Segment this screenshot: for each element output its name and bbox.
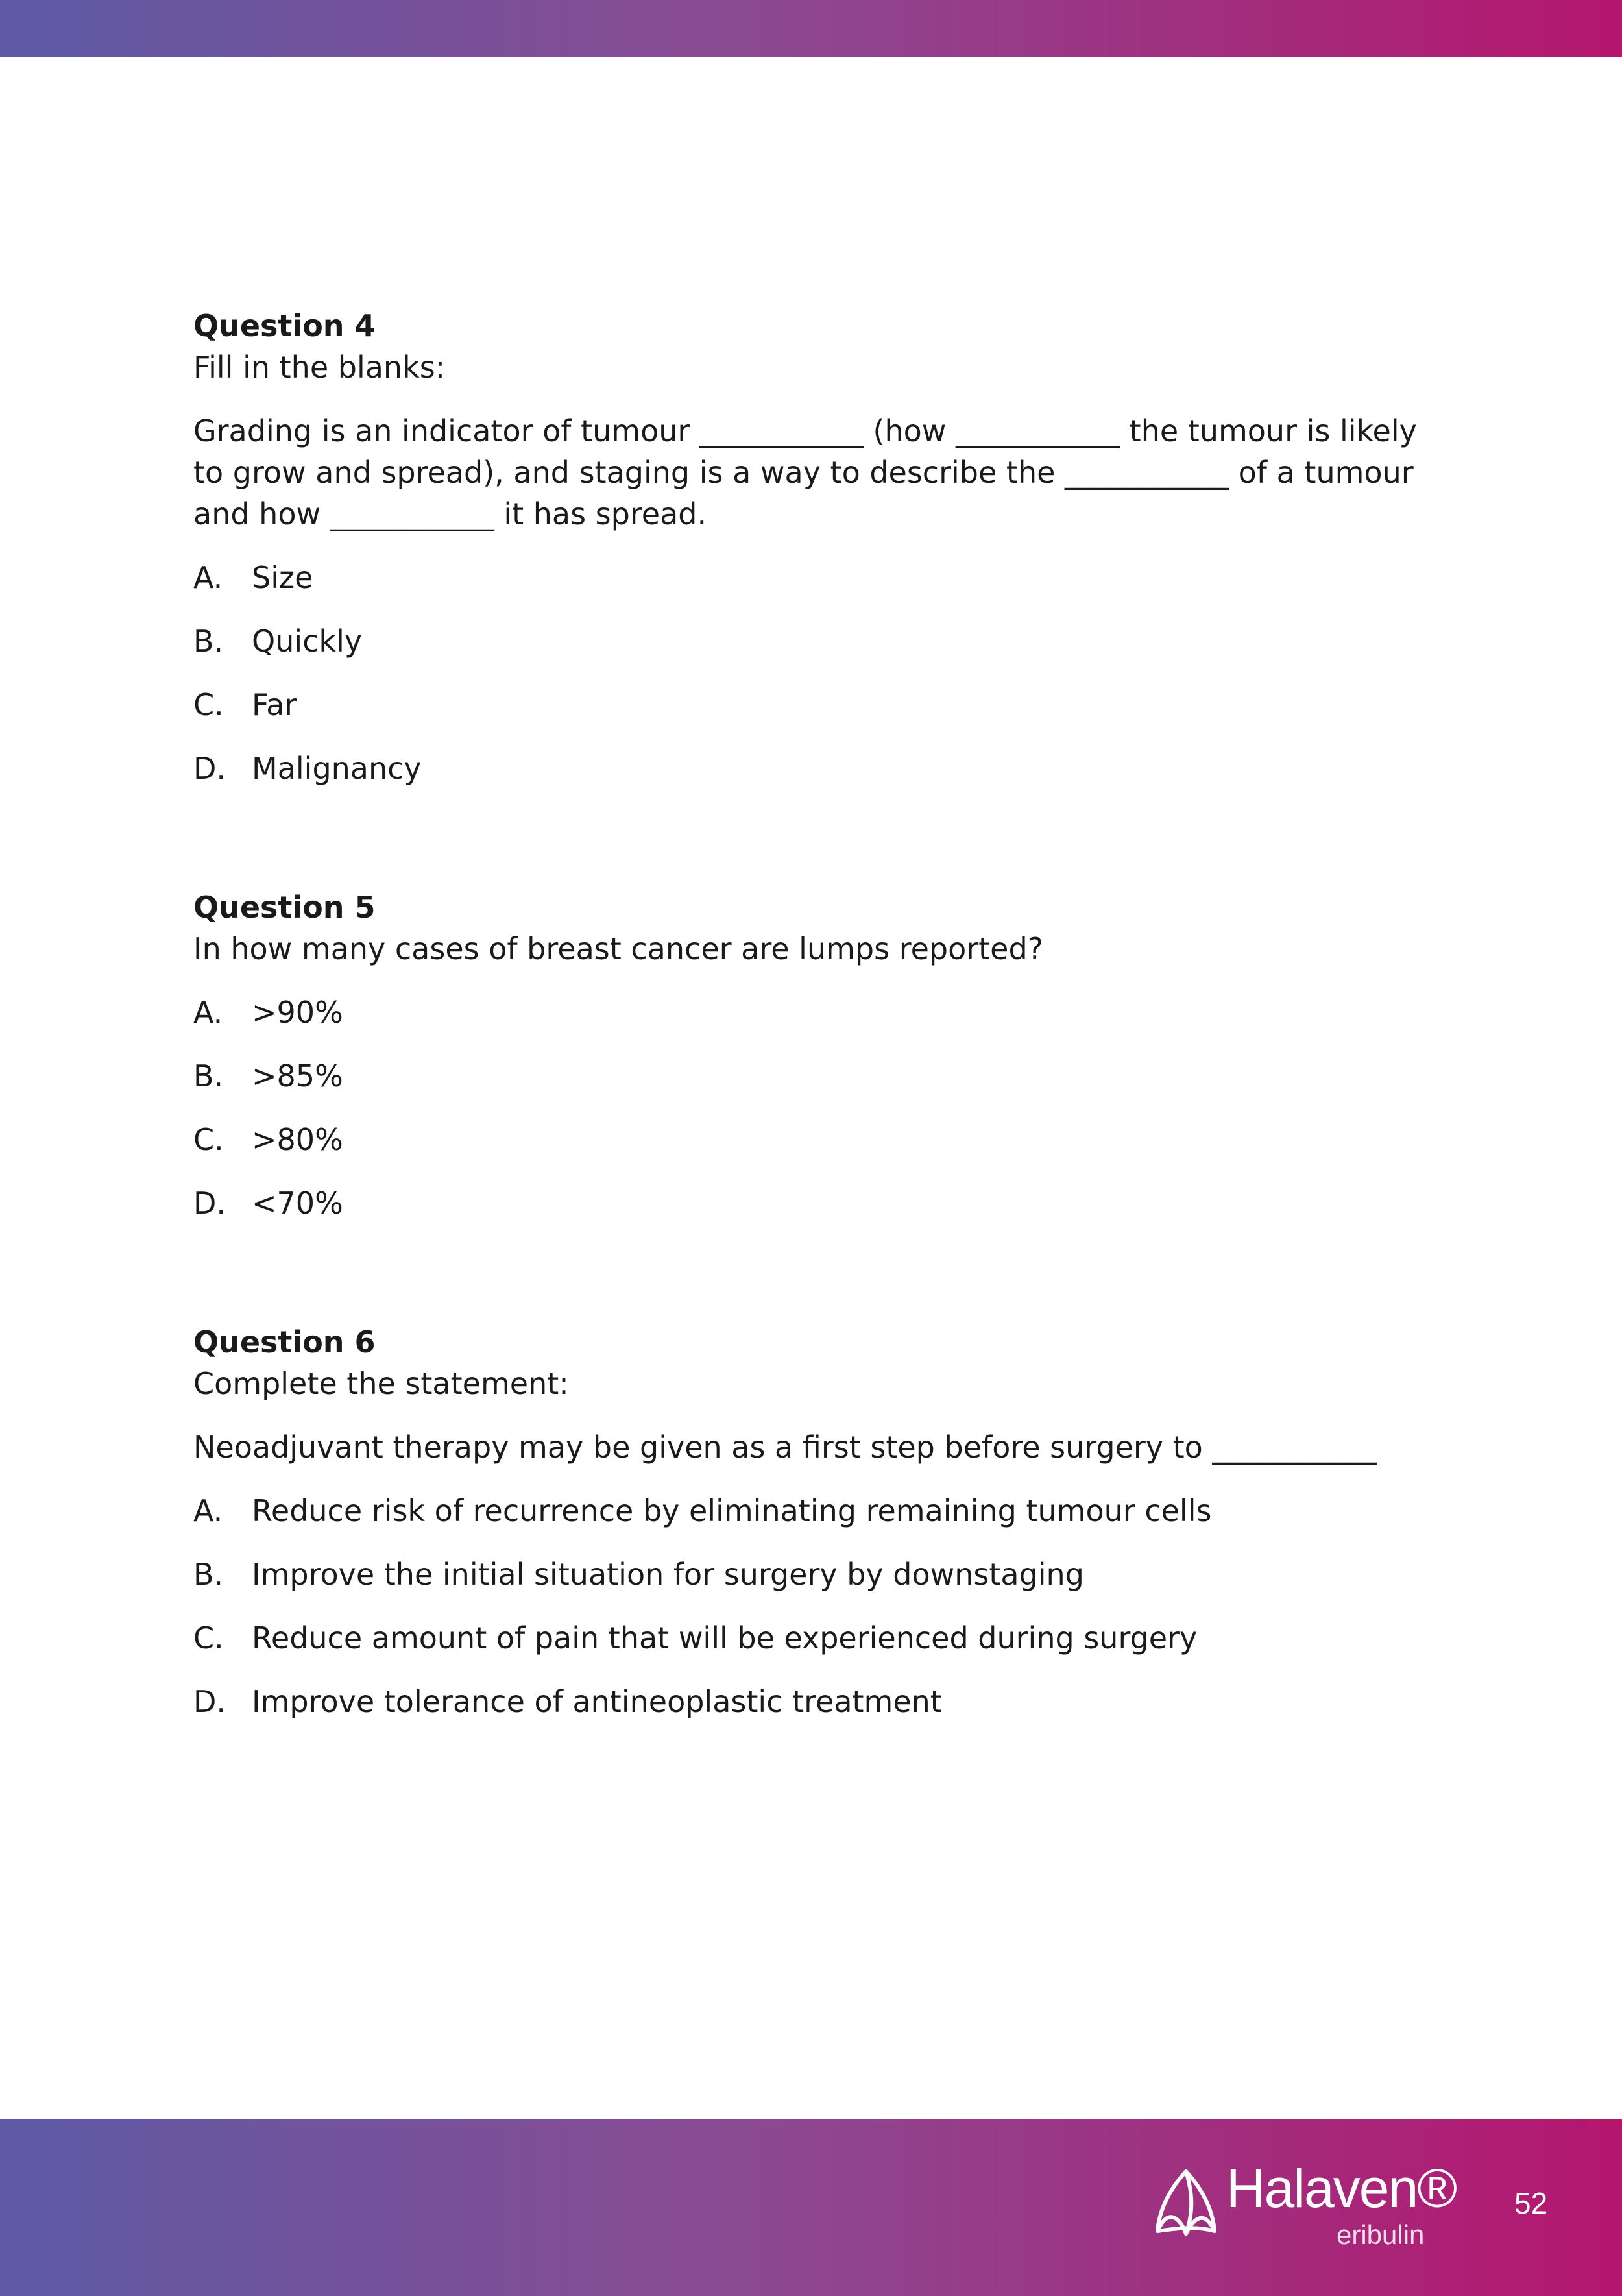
question-statement: Neoadjuvant therapy may be given as a first step before surgery to ___________	[193, 1430, 1377, 1465]
option-text: Reduce risk of recurrence by eliminating remaining tumour cells	[252, 1493, 1212, 1528]
answer-option-a[interactable]	[193, 992, 1439, 1033]
option-text: Improve tolerance of antineoplastic treatment	[252, 1684, 942, 1719]
question-title: Question 5	[193, 890, 376, 925]
answer-option-c[interactable]	[193, 1119, 1439, 1160]
option-letter: B.	[193, 1557, 224, 1592]
quiz-content	[193, 305, 1439, 1820]
answer-options	[193, 557, 1439, 789]
option-text: Quickly	[252, 624, 363, 659]
brand-subtitle: eribulin	[1337, 2219, 1425, 2250]
answer-option-d[interactable]	[193, 1182, 1439, 1224]
option-text: Size	[252, 560, 313, 595]
brand-name: Halaven®	[1226, 2158, 1457, 2219]
halaven-ribbon-icon	[1148, 2166, 1224, 2241]
answer-option-b[interactable]	[193, 620, 1439, 662]
question-prompt: In how many cases of breast cancer are lumps reported?	[193, 931, 1044, 966]
option-letter: B.	[193, 1058, 224, 1093]
question-title: Question 6	[193, 1325, 376, 1360]
answer-option-d[interactable]	[193, 748, 1439, 789]
halaven-logo	[1148, 2158, 1457, 2258]
answer-options	[193, 992, 1439, 1224]
option-text: Malignancy	[252, 751, 422, 786]
option-letter: C.	[193, 1122, 224, 1157]
option-letter: D.	[193, 751, 226, 786]
option-letter: A.	[193, 1493, 223, 1528]
answer-option-a[interactable]	[193, 557, 1439, 598]
option-text: Reduce amount of pain that will be experienced during surgery	[252, 1620, 1198, 1655]
option-letter: D.	[193, 1186, 226, 1221]
option-text: <70%	[252, 1186, 343, 1221]
question-statement: Grading is an indicator of tumour ___________ (how ___________ the tumour is likely to grow and spread), and staging is a way to describe the ___________ of a tumour and how ___________ it has spread.	[193, 413, 1417, 531]
answer-option-c[interactable]	[193, 1617, 1439, 1659]
header-gradient-bar	[0, 0, 1622, 57]
answer-option-c[interactable]	[193, 684, 1439, 726]
option-text: >85%	[252, 1058, 343, 1093]
option-letter: A.	[193, 560, 223, 595]
option-text: >90%	[252, 995, 343, 1030]
question-prompt: Fill in the blanks:	[193, 350, 446, 385]
question-prompt: Complete the statement:	[193, 1366, 569, 1401]
answer-option-b[interactable]	[193, 1055, 1439, 1097]
option-text: >80%	[252, 1122, 343, 1157]
answer-options	[193, 1490, 1439, 1722]
answer-option-a[interactable]	[193, 1490, 1439, 1532]
option-letter: C.	[193, 687, 224, 722]
question-6	[193, 1321, 1439, 1722]
question-title: Question 4	[193, 308, 376, 343]
answer-option-b[interactable]	[193, 1554, 1439, 1595]
option-letter: D.	[193, 1684, 226, 1719]
answer-option-d[interactable]	[193, 1681, 1439, 1722]
option-text: Improve the initial situation for surgery by downstaging	[252, 1557, 1084, 1592]
page-number: 52	[1514, 2186, 1548, 2220]
question-5	[193, 886, 1439, 1224]
option-letter: B.	[193, 624, 224, 659]
option-text: Far	[252, 687, 297, 722]
option-letter: C.	[193, 1620, 224, 1655]
question-4	[193, 305, 1439, 789]
option-letter: A.	[193, 995, 223, 1030]
